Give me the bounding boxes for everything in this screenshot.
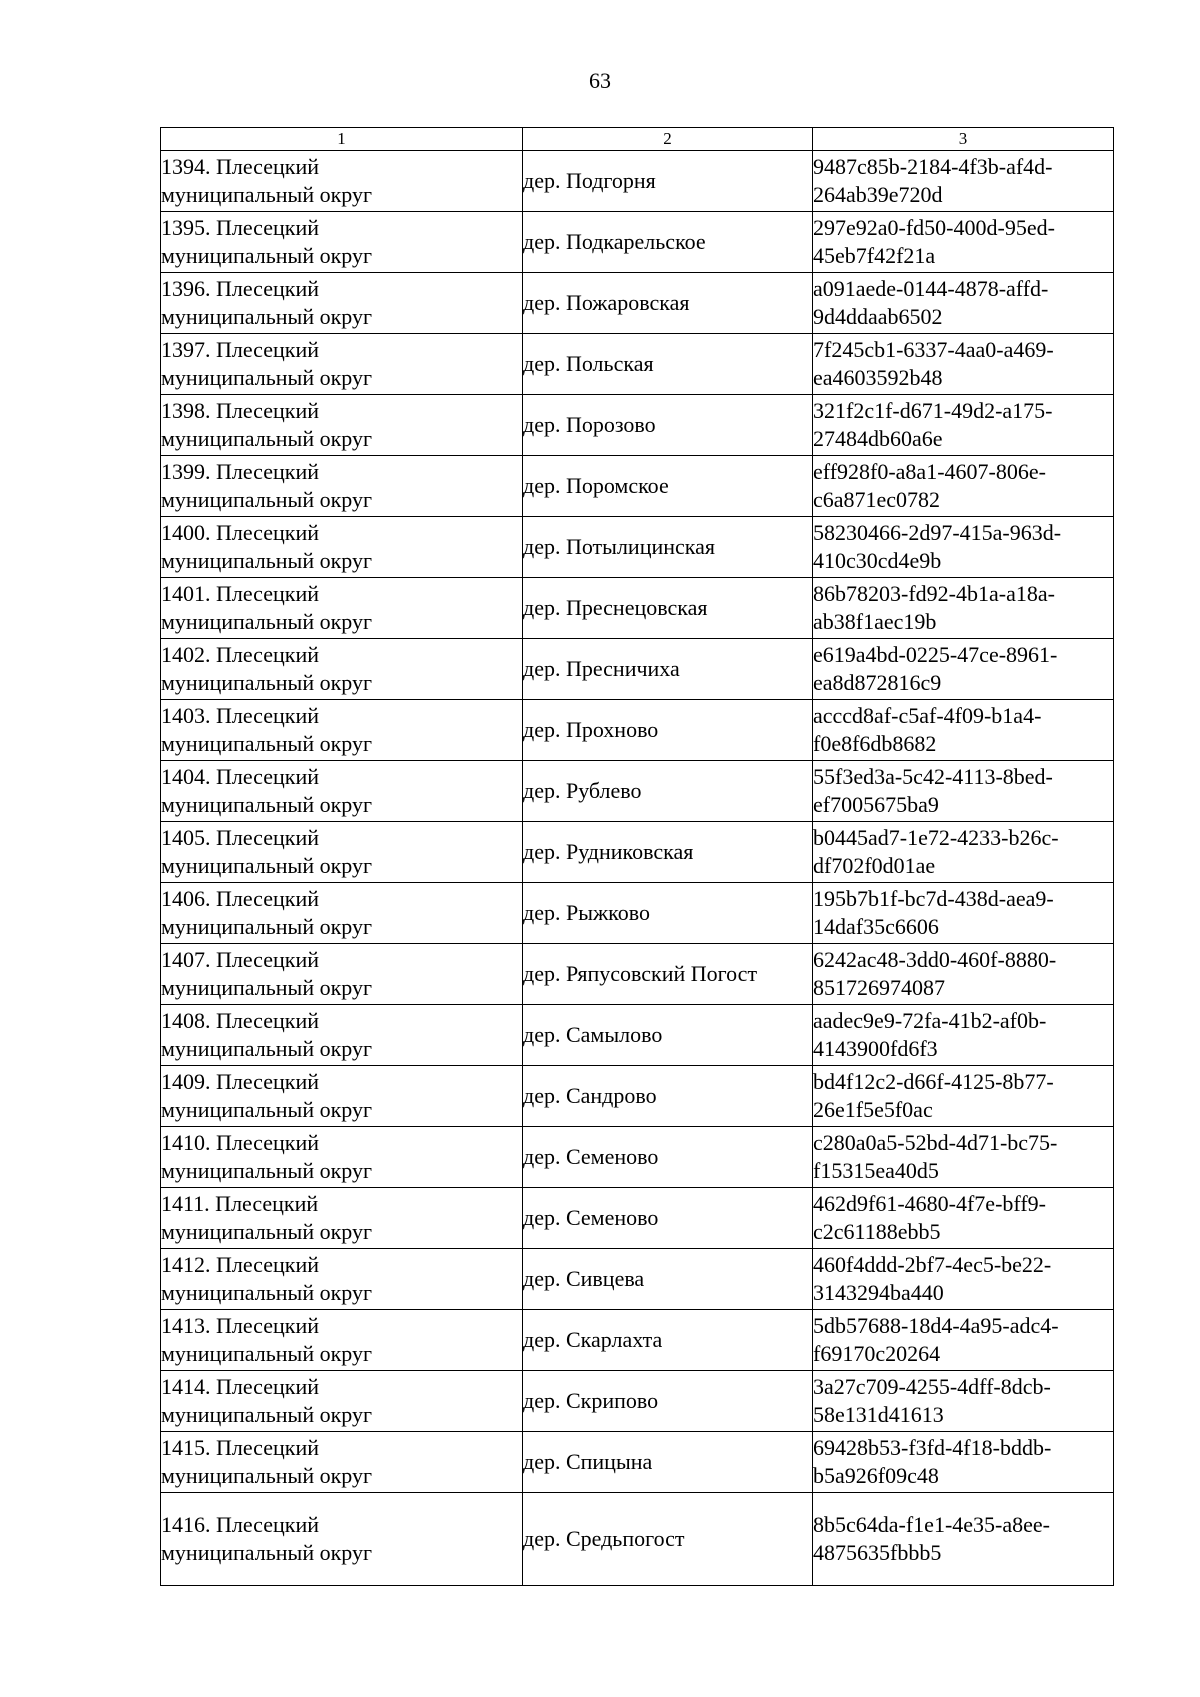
settlement-name: дер. Рудниковская [523, 839, 694, 864]
guid-part-1: 55f3ed3a-5c42-4113-8bed- [813, 764, 1053, 789]
settlement-name: дер. Сандрово [523, 1083, 657, 1108]
guid-part-2: ab38f1aec19b [813, 609, 937, 634]
district-name: муниципальный округ [161, 365, 373, 390]
guid-part-2: f0e8f6db8682 [813, 731, 937, 756]
settlement-cell [523, 1249, 813, 1310]
municipality-cell [161, 761, 523, 822]
guid-cell [813, 1493, 1114, 1586]
settlement-name: дер. Сивцева [523, 1266, 645, 1291]
municipality-cell [161, 1432, 523, 1493]
guid-cell [813, 212, 1114, 273]
guid-part-2: ea4603592b48 [813, 365, 943, 390]
table-row [161, 1310, 1114, 1371]
entry-number: 1400. Плесецкий [161, 520, 319, 545]
page-number: 63 [589, 68, 611, 93]
guid-part-2: 4875635fbbb5 [813, 1540, 942, 1565]
settlement-cell [523, 517, 813, 578]
municipality-cell [161, 334, 523, 395]
municipality-cell [161, 944, 523, 1005]
settlement-cell [523, 1371, 813, 1432]
district-name: муниципальный округ [161, 426, 373, 451]
guid-part-2: 410c30cd4e9b [813, 548, 942, 573]
entry-number: 1404. Плесецкий [161, 764, 319, 789]
guid-part-2: f69170c20264 [813, 1341, 941, 1366]
table-row [161, 1127, 1114, 1188]
guid-cell [813, 517, 1114, 578]
guid-cell [813, 1249, 1114, 1310]
district-name: муниципальный округ [161, 609, 373, 634]
guid-part-2: c2c61188ebb5 [813, 1219, 941, 1244]
table-row [161, 273, 1114, 334]
table-row [161, 578, 1114, 639]
guid-part-2: c6a871ec0782 [813, 487, 941, 512]
guid-part-1: 7f245cb1-6337-4aa0-a469- [813, 337, 1054, 362]
guid-part-1: acccd8af-c5af-4f09-b1a4- [813, 703, 1042, 728]
settlement-cell [523, 456, 813, 517]
settlement-cell [523, 1066, 813, 1127]
settlement-cell [523, 1432, 813, 1493]
municipality-cell [161, 456, 523, 517]
settlement-cell [523, 212, 813, 273]
header-row [161, 128, 1114, 151]
table-row [161, 700, 1114, 761]
municipality-cell [161, 1066, 523, 1127]
settlement-cell [523, 1493, 813, 1586]
guid-part-2: 264ab39e720d [813, 182, 943, 207]
entry-number: 1399. Плесецкий [161, 459, 319, 484]
table-body [161, 151, 1114, 1586]
guid-cell [813, 1188, 1114, 1249]
table-row [161, 334, 1114, 395]
municipality-cell [161, 1127, 523, 1188]
entry-number: 1401. Плесецкий [161, 581, 319, 606]
district-name: муниципальный округ [161, 731, 373, 756]
settlement-cell [523, 944, 813, 1005]
table-header [161, 128, 1114, 151]
guid-part-1: 9487c85b-2184-4f3b-af4d- [813, 154, 1053, 179]
settlement-name: дер. Спицына [523, 1449, 653, 1474]
guid-part-2: df702f0d01ae [813, 853, 936, 878]
guid-part-1: 297e92a0-fd50-400d-95ed- [813, 215, 1055, 240]
guid-part-2: b5a926f09c48 [813, 1463, 939, 1488]
guid-part-1: 321f2c1f-d671-49d2-a175- [813, 398, 1053, 423]
guid-cell [813, 1066, 1114, 1127]
entry-number: 1415. Плесецкий [161, 1435, 319, 1460]
guid-cell [813, 639, 1114, 700]
guid-cell [813, 1127, 1114, 1188]
district-name: муниципальный округ [161, 1280, 373, 1305]
settlement-name: дер. Ряпусовский Погост [523, 961, 758, 986]
district-name: муниципальный округ [161, 487, 373, 512]
municipality-cell [161, 1005, 523, 1066]
settlement-cell [523, 700, 813, 761]
guid-part-2: ef7005675ba9 [813, 792, 939, 817]
table-row [161, 1432, 1114, 1493]
table-row [161, 456, 1114, 517]
guid-part-2: 851726974087 [813, 975, 945, 1000]
guid-cell [813, 944, 1114, 1005]
guid-part-2: 26e1f5e5f0ac [813, 1097, 933, 1122]
municipality-cell [161, 1493, 523, 1586]
table-row [161, 1188, 1114, 1249]
guid-cell [813, 151, 1114, 212]
guid-cell [813, 700, 1114, 761]
entry-number: 1406. Плесецкий [161, 886, 319, 911]
table-row [161, 1066, 1114, 1127]
guid-part-1: b0445ad7-1e72-4233-b26c- [813, 825, 1059, 850]
guid-cell [813, 822, 1114, 883]
district-name: муниципальный округ [161, 182, 373, 207]
guid-cell [813, 1432, 1114, 1493]
district-name: муниципальный округ [161, 1402, 373, 1427]
settlement-cell [523, 883, 813, 944]
settlement-cell [523, 1005, 813, 1066]
guid-cell [813, 1371, 1114, 1432]
settlement-name: дер. Скарлахта [523, 1327, 663, 1352]
guid-part-2: 45eb7f42f21a [813, 243, 936, 268]
settlement-name: дер. Семеново [523, 1205, 659, 1230]
guid-cell [813, 1310, 1114, 1371]
header-cell-2: 2 [523, 128, 813, 151]
settlement-name: дер. Прохново [523, 717, 659, 742]
guid-part-2: 27484db60a6e [813, 426, 943, 451]
guid-part-2: 4143900fd6f3 [813, 1036, 938, 1061]
district-name: муниципальный округ [161, 1540, 373, 1565]
guid-part-1: 86b78203-fd92-4b1a-a18a- [813, 581, 1055, 606]
entry-number: 1414. Плесецкий [161, 1374, 319, 1399]
guid-cell [813, 883, 1114, 944]
municipality-cell [161, 1310, 523, 1371]
entry-number: 1405. Плесецкий [161, 825, 319, 850]
district-name: муниципальный округ [161, 1158, 373, 1183]
district-name: муниципальный округ [161, 1036, 373, 1061]
table-row [161, 395, 1114, 456]
entry-number: 1395. Плесецкий [161, 215, 319, 240]
guid-part-1: 69428b53-f3fd-4f18-bddb- [813, 1435, 1052, 1460]
table-row [161, 822, 1114, 883]
entry-number: 1413. Плесецкий [161, 1313, 319, 1338]
guid-part-1: 195b7b1f-bc7d-438d-aea9- [813, 886, 1054, 911]
entry-number: 1411. Плесецкий [161, 1191, 319, 1216]
entry-number: 1397. Плесецкий [161, 337, 319, 362]
district-name: муниципальный округ [161, 670, 373, 695]
guid-part-2: f15315ea40d5 [813, 1158, 939, 1183]
settlement-name: дер. Рыжково [523, 900, 650, 925]
settlement-name: дер. Подкарельское [523, 229, 706, 254]
municipality-cell [161, 1371, 523, 1432]
settlement-cell [523, 1127, 813, 1188]
guid-part-1: bd4f12c2-d66f-4125-8b77- [813, 1069, 1054, 1094]
table-row [161, 212, 1114, 273]
municipality-cell [161, 700, 523, 761]
guid-part-1: a091aede-0144-4878-affd- [813, 276, 1049, 301]
entry-number: 1394. Плесецкий [161, 154, 319, 179]
settlement-name: дер. Самылово [523, 1022, 663, 1047]
entry-number: 1398. Плесецкий [161, 398, 319, 423]
settlement-cell [523, 1310, 813, 1371]
municipality-cell [161, 151, 523, 212]
settlement-name: дер. Рублево [523, 778, 642, 803]
district-name: муниципальный округ [161, 914, 373, 939]
entry-number: 1410. Плесецкий [161, 1130, 319, 1155]
settlement-name: дер. Средьпогост [523, 1526, 685, 1551]
table-row [161, 1371, 1114, 1432]
guid-cell [813, 1005, 1114, 1066]
guid-part-1: eff928f0-a8a1-4607-806e- [813, 459, 1046, 484]
settlement-cell [523, 273, 813, 334]
table-row [161, 517, 1114, 578]
settlement-cell [523, 395, 813, 456]
municipality-cell [161, 273, 523, 334]
guid-part-2: 3143294ba440 [813, 1280, 944, 1305]
district-name: муниципальный округ [161, 304, 373, 329]
guid-cell [813, 456, 1114, 517]
guid-part-1: c280a0a5-52bd-4d71-bc75- [813, 1130, 1058, 1155]
guid-part-2: 58e131d41613 [813, 1402, 944, 1427]
settlement-cell [523, 151, 813, 212]
guid-cell [813, 761, 1114, 822]
settlement-name: дер. Скрипово [523, 1388, 659, 1413]
guid-part-1: 58230466-2d97-415a-963d- [813, 520, 1062, 545]
entry-number: 1412. Плесецкий [161, 1252, 319, 1277]
district-name: муниципальный округ [161, 853, 373, 878]
settlement-name: дер. Семеново [523, 1144, 659, 1169]
guid-part-1: 6242ac48-3dd0-460f-8880- [813, 947, 1057, 972]
settlement-name: дер. Подгорня [523, 168, 656, 193]
guid-cell [813, 578, 1114, 639]
district-name: муниципальный округ [161, 548, 373, 573]
municipality-cell [161, 883, 523, 944]
district-name: муниципальный округ [161, 792, 373, 817]
district-name: муниципальный округ [161, 243, 373, 268]
settlement-cell [523, 1188, 813, 1249]
table-row [161, 1005, 1114, 1066]
district-name: муниципальный округ [161, 1097, 373, 1122]
guid-part-2: 14daf35c6606 [813, 914, 939, 939]
settlement-cell [523, 578, 813, 639]
entry-number: 1402. Плесецкий [161, 642, 319, 667]
table-row [161, 944, 1114, 1005]
settlement-cell [523, 822, 813, 883]
district-name: муниципальный округ [161, 975, 373, 1000]
table-row [161, 151, 1114, 212]
settlement-name: дер. Порозово [523, 412, 656, 437]
settlement-name: дер. Пресничиха [523, 656, 680, 681]
entry-number: 1403. Плесецкий [161, 703, 319, 728]
guid-cell [813, 273, 1114, 334]
municipality-cell [161, 639, 523, 700]
guid-part-1: 8b5c64da-f1e1-4e35-a8ee- [813, 1512, 1050, 1537]
settlement-name: дер. Польская [523, 351, 654, 376]
settlement-name: дер. Преснецовская [523, 595, 708, 620]
municipality-cell [161, 822, 523, 883]
guid-cell [813, 334, 1114, 395]
guid-part-1: 460f4ddd-2bf7-4ec5-be22- [813, 1252, 1052, 1277]
municipality-cell [161, 578, 523, 639]
header-cell-3: 3 [813, 128, 1114, 151]
table-row [161, 1493, 1114, 1586]
entry-number: 1409. Плесецкий [161, 1069, 319, 1094]
municipality-cell [161, 1188, 523, 1249]
municipality-cell [161, 395, 523, 456]
entry-number: 1407. Плесецкий [161, 947, 319, 972]
registry-table [160, 127, 1114, 1586]
header-cell-1: 1 [161, 128, 523, 151]
guid-part-1: 3a27c709-4255-4dff-8dcb- [813, 1374, 1051, 1399]
district-name: муниципальный округ [161, 1341, 373, 1366]
table-row [161, 883, 1114, 944]
settlement-cell [523, 761, 813, 822]
guid-part-1: aadec9e9-72fa-41b2-af0b- [813, 1008, 1047, 1033]
guid-part-2: ea8d872816c9 [813, 670, 942, 695]
settlement-name: дер. Поромское [523, 473, 669, 498]
district-name: муниципальный округ [161, 1219, 373, 1244]
guid-part-1: 462d9f61-4680-4f7e-bff9- [813, 1191, 1046, 1216]
municipality-cell [161, 517, 523, 578]
municipality-cell [161, 1249, 523, 1310]
entry-number: 1408. Плесецкий [161, 1008, 319, 1033]
municipality-cell [161, 212, 523, 273]
settlement-name: дер. Потылицинская [523, 534, 716, 559]
guid-part-1: e619a4bd-0225-47ce-8961- [813, 642, 1058, 667]
table-row [161, 639, 1114, 700]
guid-cell [813, 395, 1114, 456]
guid-part-2: 9d4ddaab6502 [813, 304, 943, 329]
district-name: муниципальный округ [161, 1463, 373, 1488]
guid-part-1: 5db57688-18d4-4a95-adc4- [813, 1313, 1059, 1338]
entry-number: 1396. Плесецкий [161, 276, 319, 301]
settlement-cell [523, 639, 813, 700]
settlement-cell [523, 334, 813, 395]
table-row [161, 761, 1114, 822]
table-row [161, 1249, 1114, 1310]
settlement-name: дер. Пожаровская [523, 290, 690, 315]
entry-number: 1416. Плесецкий [161, 1512, 319, 1537]
